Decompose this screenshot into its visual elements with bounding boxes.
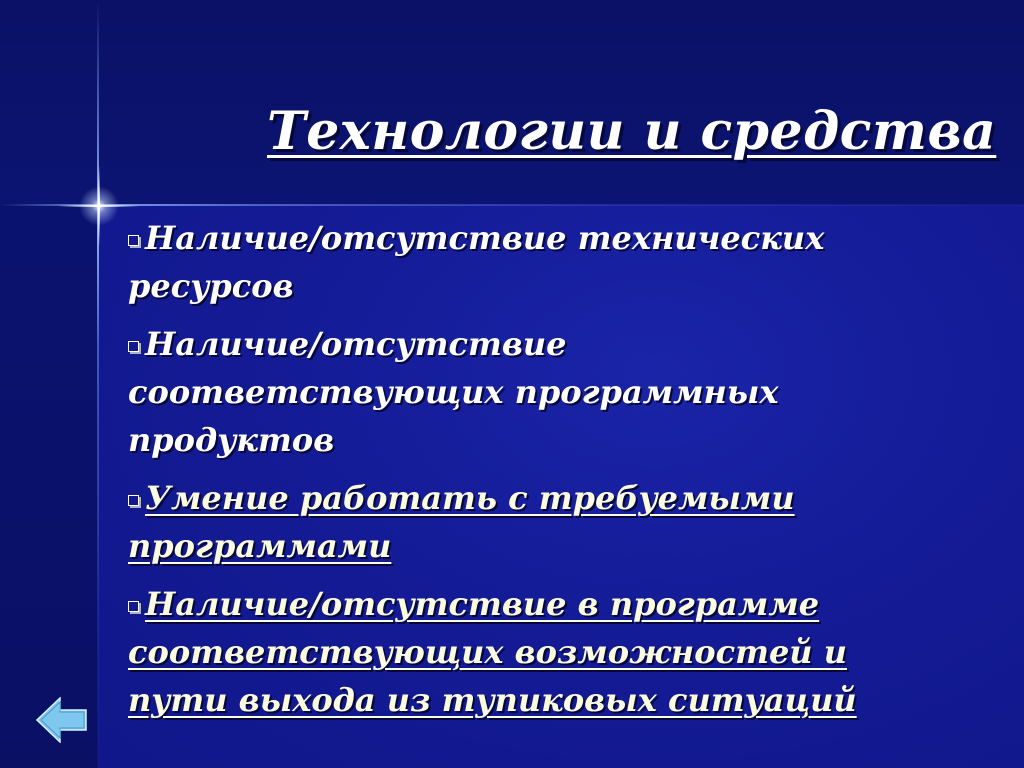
left-band — [0, 205, 98, 768]
bullet-link-text[interactable]: Наличие/отсутствие в программе соответствующих возможностей и пути выхода из тупиковых ситуаций — [128, 585, 857, 719]
vertical-divider — [97, 0, 99, 768]
bullet-item-link[interactable] — [128, 580, 908, 724]
slide-title: Технологии и средства — [267, 101, 997, 162]
horizontal-divider — [0, 204, 1024, 206]
bullet-item — [128, 214, 908, 310]
hollow-square-bullet-icon — [128, 495, 139, 506]
hollow-square-bullet-icon — [128, 341, 139, 352]
hollow-square-bullet-icon — [128, 235, 139, 246]
bullet-link-text[interactable]: Умение работать с требуемыми программами — [128, 479, 795, 565]
bullet-item-link[interactable] — [128, 474, 908, 570]
bullet-text: Наличие/отсутствие соответствующих программных продуктов — [128, 325, 779, 459]
bullet-item — [128, 320, 908, 464]
bullet-text: Наличие/отсутствие технических ресурсов — [128, 219, 825, 305]
bullet-list — [128, 214, 908, 734]
hollow-square-bullet-icon — [128, 601, 139, 612]
arrow-left-icon — [36, 697, 88, 743]
back-button[interactable] — [36, 697, 88, 743]
